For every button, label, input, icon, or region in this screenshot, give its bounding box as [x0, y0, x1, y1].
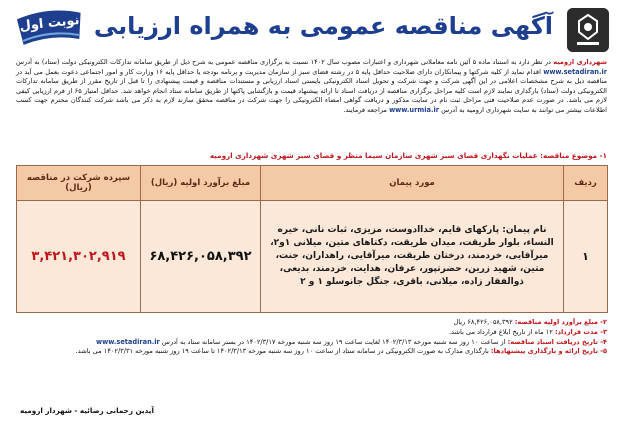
organization-name: شهرداری ارومیه [553, 58, 607, 66]
col-header-desc: مورد پیمان [261, 166, 564, 201]
intro-text-2: اقدام نماید از کلیه شرکتها و پیمانکاران دارای صلاحیت حداقل پایه ۵ در رشته فضای سبز از سازمان مدیریت و برنامه بودجه یا حداقل پایه ۱۶ وزارت کار و امور اجتماعی دعوت بعمل می آید در مناقصه ذیل به شرح مشخصات اعلامی در این آگهی شرکت و جهت شرکت و تحویل اسناد الکترونیکی بایستی اسناد ارزیابی و مستندات مناقصه و قیمت پیشنهادی را تا قبل از تاریخ مقرر از طریق سامانه تدارکات الکترونیکی دولت (ستاد) بارگذاری نمایند لازم است کلیه مراحل برگزاری مناقصه از دریافت اسناد تا ارائه پیشنهاد قیمت و بازگشایی پاکتها از طریق سامانه ستاد انجام خواهد شد. حداقل امتیاز ۶۵ از فرم ارزیابی کیفی لازم می باشد. در صورت عدم صلاحیت فنی مراحل ثبت نام در سایت مذکور و دریافت گواهی امضاء الکترونیکی را جهت شرکت در مناقصه محقق سازند لازم به ذکر می باشد شرکت کنندگان محترم جهت کسب اطلاعات بیشتر می توانند به سایت شهرداری ارومیه به آدرس [16, 67, 607, 114]
intro-text-1: در نظر دارد به استناد ماده ۵ آئین نامه معاملاتی شهرداری و اعتبارات مصوب سال ۱۴۰۲ نسبت به برگزاری مناقصه عمومی به شرح ذیل از طریق سامانه تدارکات الکترونیکی دولت (ستاد) به آدرس [16, 58, 551, 66]
row-number: ۱ [564, 201, 608, 313]
note-submission-date [16, 347, 607, 357]
note-duration [16, 328, 607, 338]
note-label: ۲- مبلغ برآورد اولیه مناقصه: [514, 318, 607, 326]
col-header-deposit: سپرده شرکت در مناقصه (ریال) [17, 166, 141, 201]
table-row [17, 201, 608, 313]
note-label: ۵- تاریخ ارائه و بارگذاری پیشنهادها: [490, 347, 607, 356]
table-header-row [17, 166, 608, 201]
note-label: ۴- تاریخ دریافت اسناد مناقصه: [507, 337, 607, 346]
note-text: ۱۲ ماه از تاریخ ابلاغ قرارداد می باشد. [448, 327, 553, 336]
tender-subject: ۱- موضوع مناقصه: عملیات نگهداری فضای سبز شهری سازمان سیما منظر و فضای سبز شهری شهرداری ارومیه [209, 151, 607, 160]
urmia-link[interactable]: www.urmia.ir [389, 105, 439, 114]
badge-label: نوبت اول [18, 12, 81, 35]
setadiran-link-2[interactable]: www.setadiran.ir [96, 337, 160, 346]
note-estimate [16, 318, 607, 328]
notice-title: آگهی مناقصه عمومی به همراه ارزیابی [93, 12, 553, 40]
col-header-estimate: مبلغ برآورد اولیه (ریال) [141, 166, 261, 201]
note-label: ۳- مدت قرارداد: [554, 327, 607, 336]
notice-header [0, 6, 623, 54]
deposit-amount: ۳,۴۲۱,۳۰۲,۹۱۹ [17, 201, 141, 313]
note-text: از ساعت ۱۰ روز سه شنبه مورخه ۱۴۰۲/۳/۱۳ لغایت ساعت ۱۹ روز سه شنبه مورخه ۱۴۰۲/۳/۱۷ در بستر سامانه ستاد به آدرس [161, 337, 506, 346]
col-header-row: ردیف [564, 166, 608, 201]
note-text: بارگذاری مدارک به صورت الکترونیکی در سامانه ستاد از ساعت ۱۰ روز سه شنبه مورخه ۱۴۰۲/۳/۱۳ تا ساعت ۱۹ روز شنبه مورخه ۱۴۰۲/۳/۳۱ می باشد. [75, 347, 489, 356]
notice-notes [16, 318, 607, 357]
first-round-badge [12, 4, 88, 51]
tender-table [16, 165, 608, 313]
estimate-amount: ۶۸,۴۲۶,۰۵۸,۳۹۲ [141, 201, 261, 313]
note-text: ۶۸,۴۲۶,۰۵۸,۳۹۲ ریال [453, 318, 513, 326]
contract-description: نام پیمان: پارکهای قایم، خداادوست، مزیزی، ثبات نانی، خیره النساء، بلوار طریقت، میدان طریقت، دکتاهای متین، میلانی ۱و۲، میرآقایی، خردمند، درختان طریقت، میرآقایی، راهداران، جنت، متین، شهید زرین، حضرتپور، عرفان، هدایت، خردمند، بدیعی، ذوالفقار زاده، میلانی، باقری، جنگل جانوسلو ۱ و ۲ [261, 201, 564, 313]
intro-text-3: مراجعه فرمایند. [343, 105, 387, 114]
intro-paragraph [16, 58, 607, 116]
mayor-signature: آیدین رحمانی رضائیه - شهردار ارومیه [20, 406, 154, 415]
note-documents-date [16, 338, 607, 348]
setadiran-link[interactable]: www.setadiran.ir [543, 67, 607, 76]
municipality-emblem-icon [567, 8, 609, 52]
